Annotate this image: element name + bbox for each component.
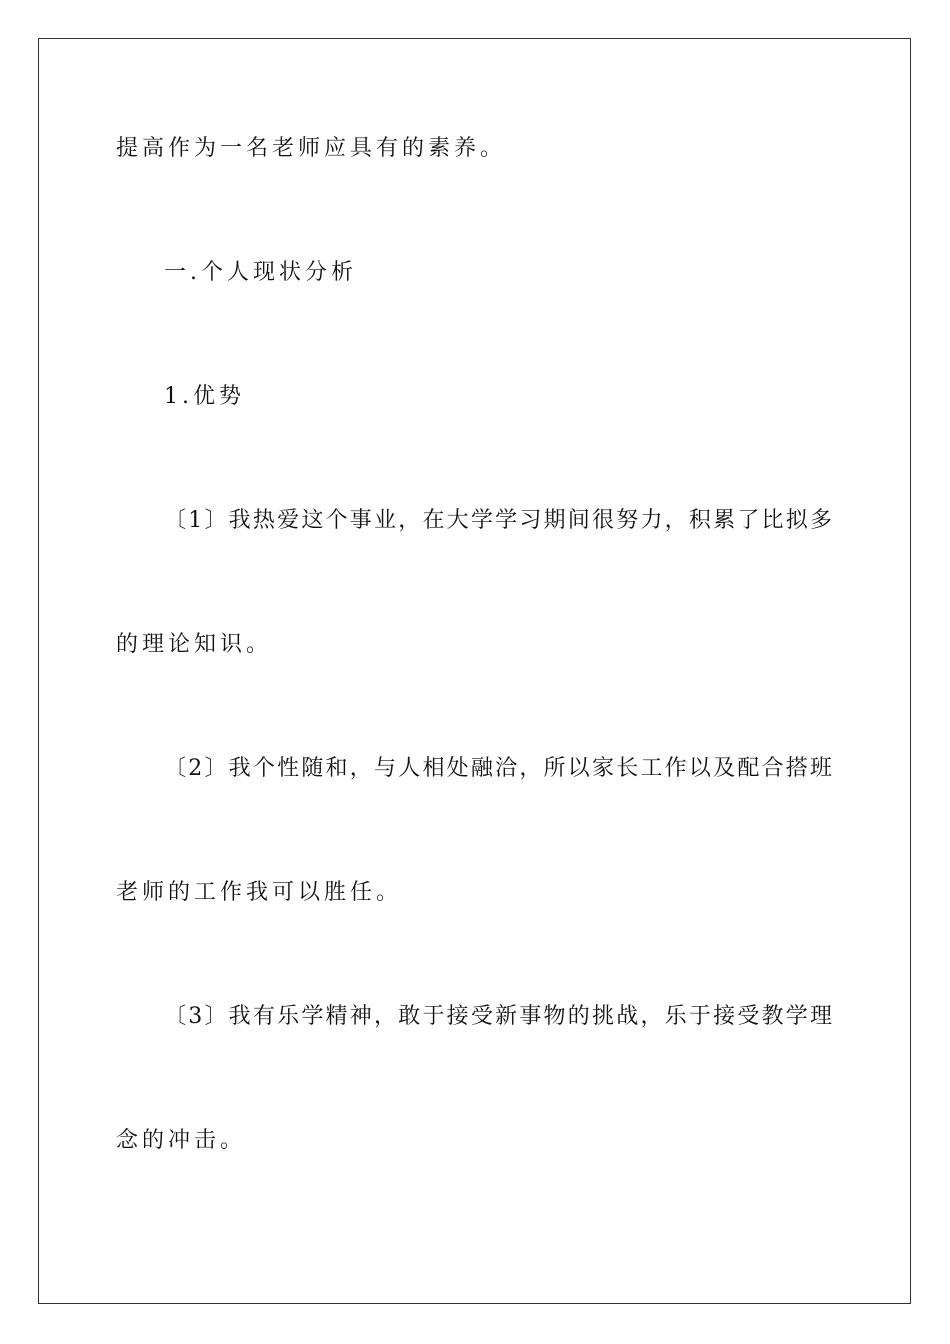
list-item-2-line-1: 〔2〕我个性随和，与人相处融洽，所以家长工作以及配合搭班 xyxy=(164,756,832,781)
paragraph-line-continued: 提高作为一名老师应具有的素养。 xyxy=(116,136,507,161)
list-item-1-line-1: 〔1〕我热爱这个事业，在大学学习期间很努力，积累了比拟多 xyxy=(164,508,832,533)
page-border xyxy=(38,38,911,1304)
list-item-1-line-2: 的理论知识。 xyxy=(116,632,273,657)
list-item-3-line-1: 〔3〕我有乐学精神，敢于接受新事物的挑战，乐于接受教学理 xyxy=(164,1004,832,1029)
subsection-heading: 1.优势 xyxy=(164,384,245,409)
list-item-2-line-2: 老师的工作我可以胜任。 xyxy=(116,880,403,905)
list-item-3-line-2: 念的冲击。 xyxy=(116,1128,247,1153)
section-heading: 一.个人现状分析 xyxy=(164,260,357,285)
